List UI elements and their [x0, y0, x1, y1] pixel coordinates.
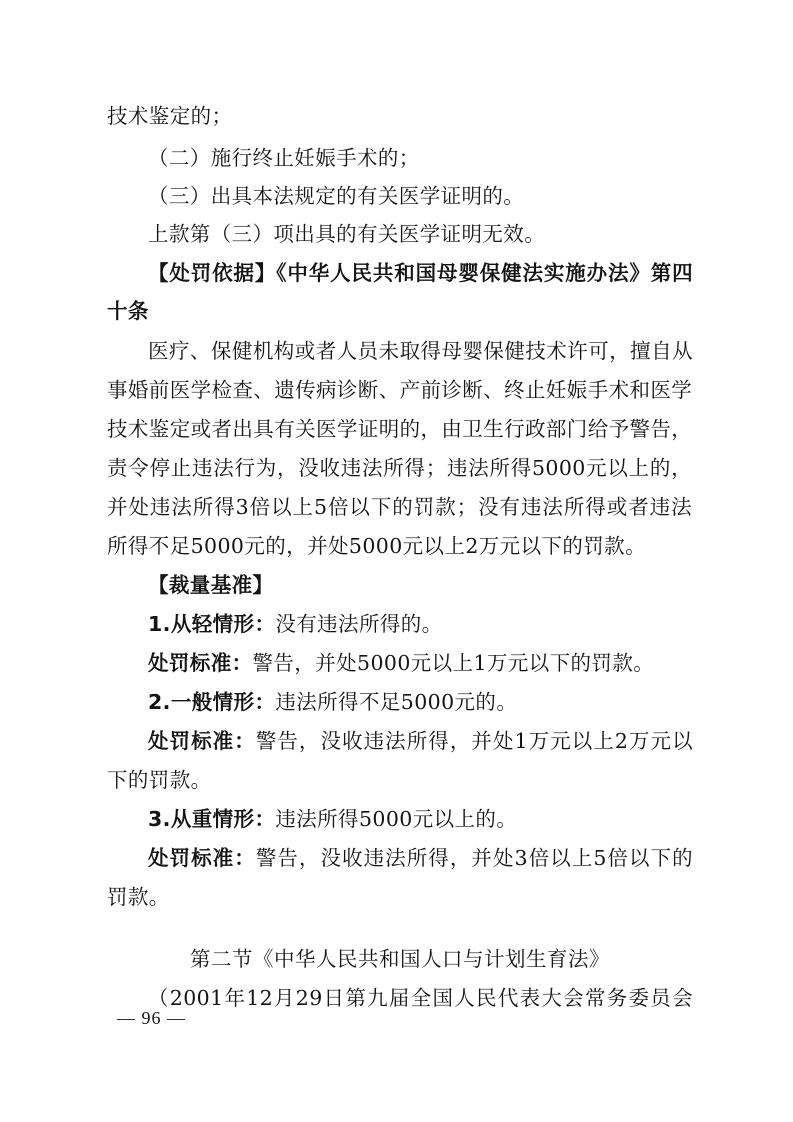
text-line-1: 技术鉴定的； — [107, 104, 233, 128]
body-line-1: 医疗、保健机构或者人员未取得母婴保健技术许可，擅自从 — [148, 339, 693, 363]
section-heading: 第二节《中华人民共和国人口与计划生育法》 — [190, 947, 610, 971]
item-text: 违法所得5000元以上的。 — [275, 807, 518, 831]
discretion-heading: 【裁量基准】 — [148, 573, 274, 597]
item-label: 1.从轻情形： — [148, 612, 276, 636]
text-line-3: （三）出具本法规定的有关医学证明的。 — [148, 184, 525, 208]
item-heavy-standard — [148, 840, 693, 876]
item-text: 警告，没收违法所得，并处3倍以上5倍以下的 — [255, 846, 694, 870]
item-label: 处罚标准： — [148, 729, 256, 753]
item-label: 3.从重情形： — [148, 807, 276, 831]
item-text: 没有违法所得的。 — [275, 612, 443, 636]
item-text: 罚款。 — [107, 885, 170, 909]
item-label: 处罚标准： — [148, 846, 256, 870]
item-general-standard-cont — [107, 762, 212, 798]
item-light-standard — [148, 645, 654, 681]
item-heavy-circumstance — [148, 801, 517, 837]
item-general-circumstance — [148, 684, 517, 720]
text-line-2: （二）施行终止妊娠手术的； — [148, 146, 420, 170]
item-general-standard — [148, 723, 693, 759]
section-date-line: （2001年12月29日第九届全国人民代表大会常务委员会 — [148, 986, 693, 1010]
body-line-5: 并处违法所得3倍以上5倍以下的罚款；没有违法所得或者违法 — [107, 495, 692, 519]
body-line-2: 事婚前医学检查、遗传病诊断、产前诊断、终止妊娠手术和医学 — [107, 378, 693, 402]
item-text: 警告，没收违法所得，并处1万元以上2万元以 — [255, 729, 694, 753]
item-light-circumstance — [148, 606, 443, 642]
body-line-6: 所得不足5000元的，并处5000元以上2万元以下的罚款。 — [107, 534, 646, 558]
item-heavy-standard-cont — [107, 879, 170, 915]
penalty-basis-heading-cont: 十条 — [107, 299, 149, 323]
item-label: 处罚标准： — [148, 651, 253, 675]
body-line-3: 技术鉴定或者出具有关医学证明的，由卫生行政部门给予警告， — [107, 417, 693, 441]
penalty-basis-heading: 【处罚依据】《中华人民共和国母婴保健法实施办法》第四 — [148, 261, 693, 285]
item-text: 违法所得不足5000元的。 — [275, 690, 518, 714]
item-label: 2.一般情形： — [148, 690, 276, 714]
text-line-4: 上款第（三）项出具的有关医学证明无效。 — [148, 222, 546, 246]
body-line-4: 责令停止违法行为，没收违法所得；违法所得5000元以上的， — [107, 456, 692, 480]
item-text: 警告，并处5000元以上1万元以下的罚款。 — [252, 651, 655, 675]
page-number: — 96 — — [117, 1008, 186, 1028]
item-text: 下的罚款。 — [107, 768, 212, 792]
